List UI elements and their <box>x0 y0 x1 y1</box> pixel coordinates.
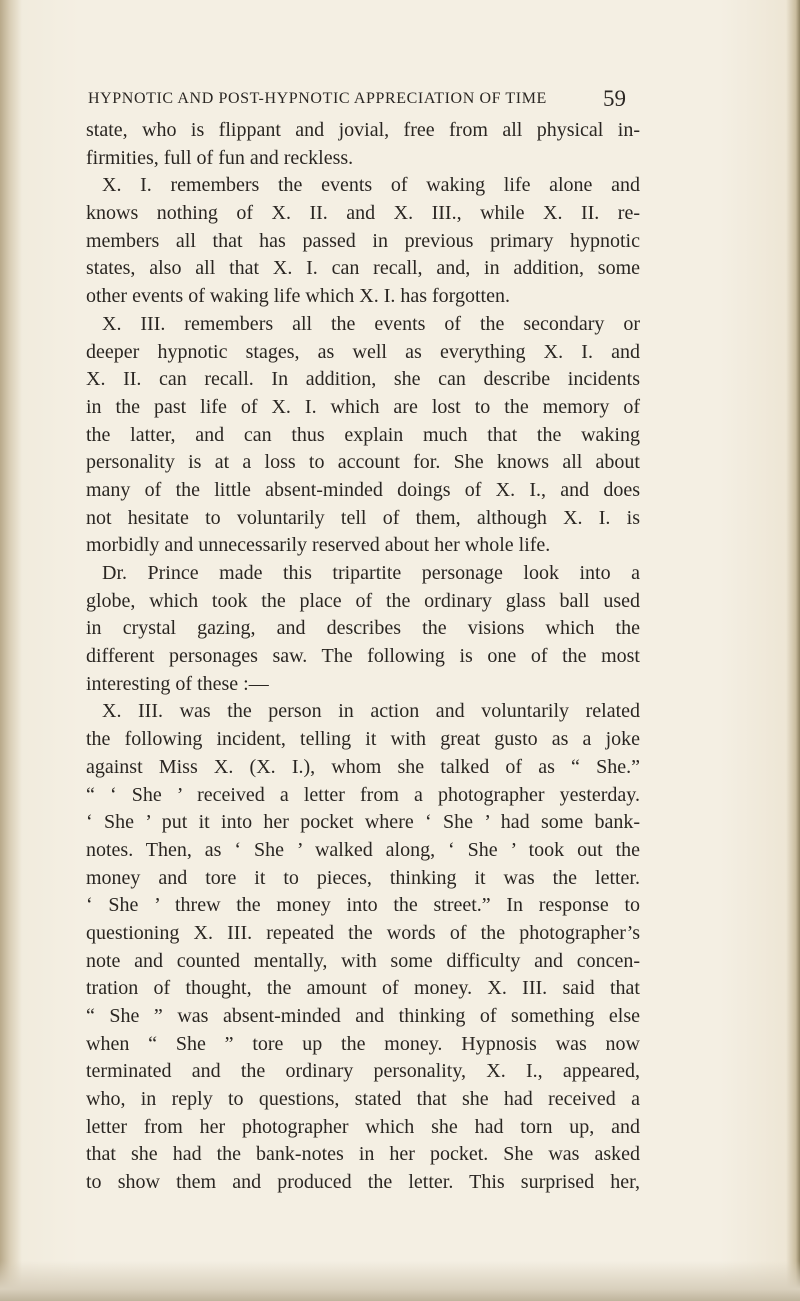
text-line: who, in reply to questions, stated that she had received a <box>86 1088 640 1111</box>
text-line: X. III. was the person in action and voluntarily related <box>102 700 640 723</box>
running-head <box>78 86 626 116</box>
text-line: globe, which took the place of the ordinary glass ball used <box>86 589 640 612</box>
body-text <box>86 117 640 1197</box>
text-line: “ ‘ She ’ received a letter from a photographer yesterday. <box>86 783 640 806</box>
page-bottom-shadow <box>0 1261 800 1301</box>
text-line: in crystal gazing, and describes the visions which the <box>86 617 640 640</box>
text-line: letter from her photographer which she had torn up, and <box>86 1115 640 1138</box>
text-line: deeper hypnotic stages, as well as everything X. I. and <box>86 340 640 363</box>
text-line: state, who is flippant and jovial, free from all physical in- <box>86 119 640 141</box>
text-line: not hesitate to voluntarily tell of them, although X. I. is <box>86 506 640 529</box>
text-line: firmities, full of fun and reckless. <box>86 146 354 169</box>
text-line: that she had the bank-notes in her pocket. She was asked <box>86 1143 640 1166</box>
text-line: states, also all that X. I. can recall, and, in addition, some <box>86 257 640 280</box>
text-line: against Miss X. (X. I.), whom she talked of as “ She.” <box>86 755 640 778</box>
text-line: questioning X. III. repeated the words of the photographer’s <box>86 921 640 944</box>
text-line: ‘ She ’ threw the money into the street.” In response to <box>86 894 640 917</box>
text-line: X. I. remembers the events of waking life alone and <box>102 174 640 197</box>
text-line: Dr. Prince made this tripartite personage look into a <box>102 562 640 584</box>
text-line: different personages saw. The following is one of the most <box>86 645 640 668</box>
text-line: the following incident, telling it with great gusto as a joke <box>86 728 640 751</box>
text-line: “ She ” was absent-minded and thinking of something else <box>86 1005 640 1027</box>
text-line: tration of thought, the amount of money. X. III. said that <box>86 977 640 1000</box>
text-line: many of the little absent-minded doings of X. I., and does <box>86 478 640 501</box>
text-line: personality is at a loss to account for. She knows all about <box>86 451 640 474</box>
text-line: interesting of these :— <box>86 672 269 695</box>
text-line: knows nothing of X. II. and X. III., while X. II. re- <box>86 202 640 225</box>
text-line: morbidly and unnecessarily reserved about her whole life. <box>86 534 551 557</box>
text-line: other events of waking life which X. I. has forgotten. <box>86 285 510 308</box>
page-edge-shadow <box>786 0 800 1301</box>
page-number: 59 <box>603 86 626 111</box>
text-line: ‘ She ’ put it into her pocket where ‘ She ’ had some bank- <box>86 811 640 834</box>
text-line: the latter, and can thus explain much that the waking <box>86 423 640 446</box>
text-line: when “ She ” tore up the money. Hypnosis was now <box>86 1032 640 1055</box>
text-line: X. III. remembers all the events of the secondary or <box>102 312 640 335</box>
text-line: to show them and produced the letter. This surprised her, <box>86 1171 640 1194</box>
text-line: X. II. can recall. In addition, she can describe incidents <box>86 368 640 391</box>
text-line: money and tore it to pieces, thinking it was the letter. <box>86 866 640 889</box>
text-line: notes. Then, as ‘ She ’ walked along, ‘ She ’ took out the <box>86 838 640 861</box>
running-title: HYPNOTIC AND POST-HYPNOTIC APPRECIATION OF TIME <box>88 90 547 107</box>
text-line: terminated and the ordinary personality, X. I., appeared, <box>86 1060 640 1083</box>
page-gutter-shadow <box>0 0 22 1301</box>
text-line: note and counted mentally, with some difficulty and concen- <box>86 949 640 972</box>
text-line: members all that has passed in previous primary hypnotic <box>86 229 640 252</box>
text-line: in the past life of X. I. which are lost to the memory of <box>86 395 640 418</box>
